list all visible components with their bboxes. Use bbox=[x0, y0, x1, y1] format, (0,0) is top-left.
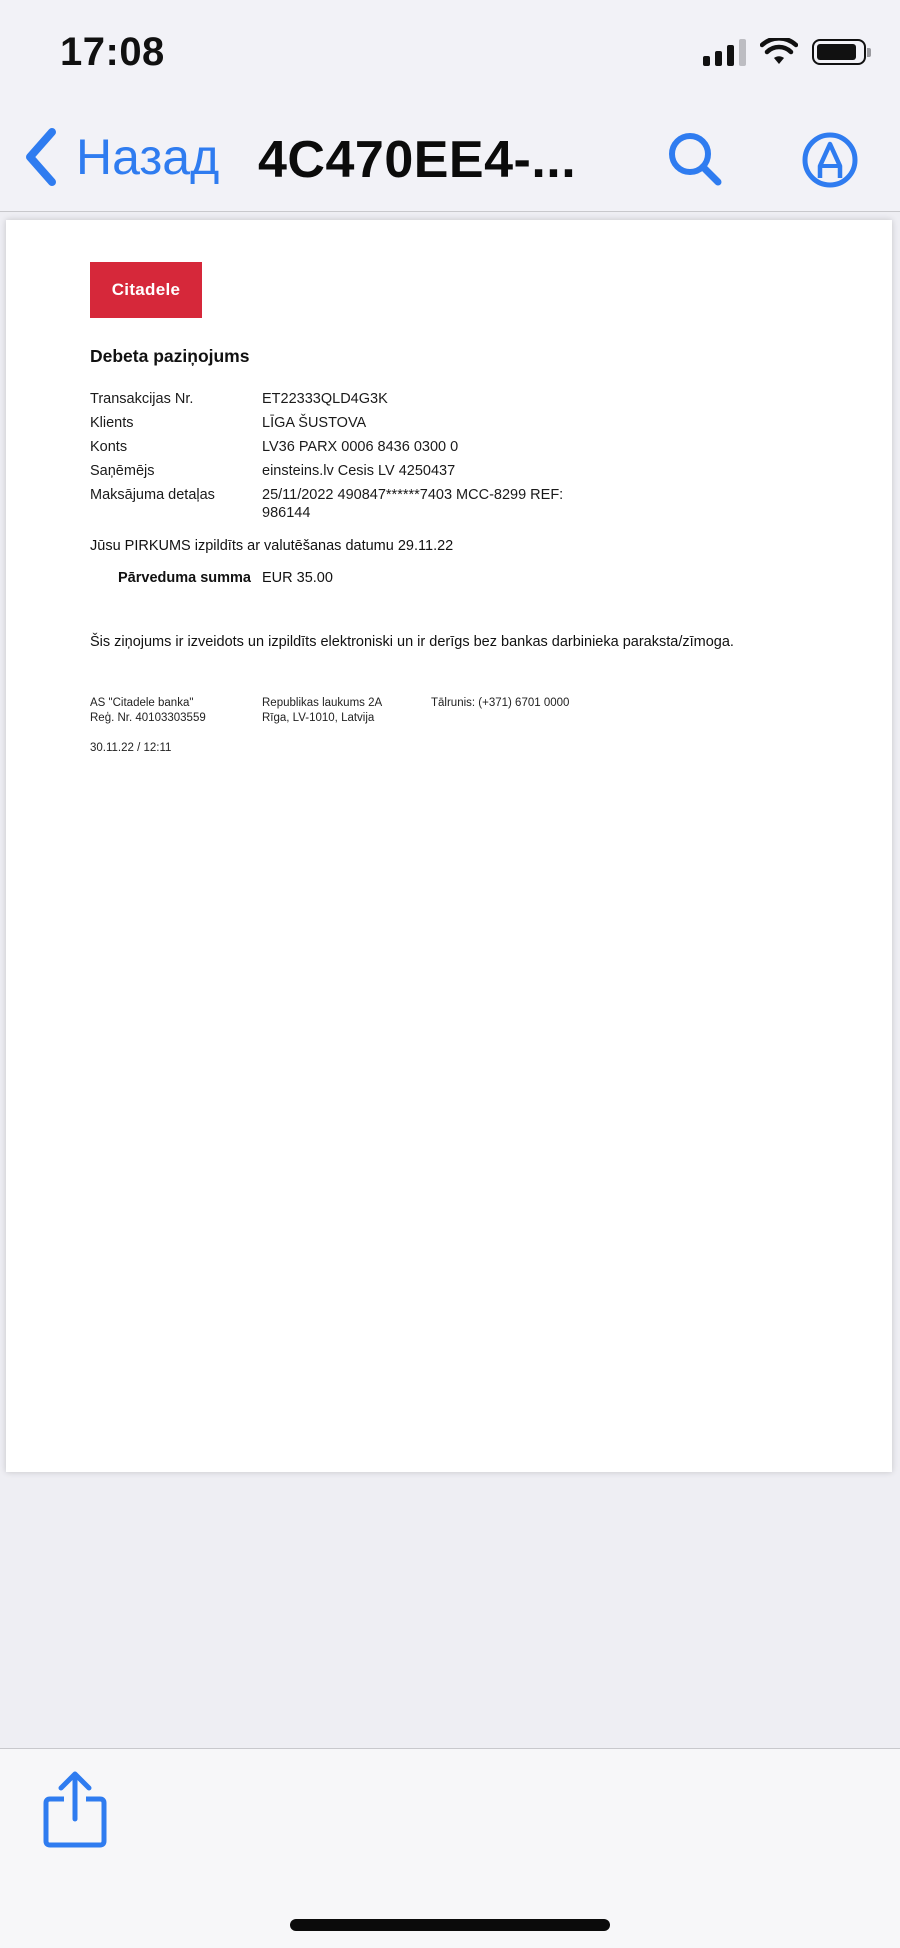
amount-value: EUR 35.00 bbox=[262, 570, 333, 586]
bank-footer bbox=[90, 696, 569, 726]
home-indicator[interactable] bbox=[290, 1919, 610, 1931]
share-icon bbox=[42, 1769, 108, 1849]
detail-row bbox=[90, 486, 650, 522]
back-button[interactable] bbox=[18, 124, 219, 190]
status-time: 17:08 bbox=[60, 30, 165, 74]
detail-row bbox=[90, 438, 650, 456]
transfer-amount bbox=[118, 570, 333, 586]
detail-label: Transakcijas Nr. bbox=[90, 391, 194, 407]
transaction-details bbox=[90, 390, 650, 528]
company-name: AS "Citadele banka" bbox=[90, 697, 194, 709]
document-title: 4C470EE4-... bbox=[258, 131, 577, 189]
detail-label: Konts bbox=[90, 439, 128, 455]
status-bar bbox=[0, 0, 900, 110]
registration-number: Reģ. Nr. 40103303559 bbox=[90, 712, 206, 724]
navigation-bar bbox=[0, 110, 900, 212]
address-line-1: Republikas laukums 2A bbox=[262, 697, 383, 709]
purchase-line: Jūsu PIRKUMS izpildīts ar valutēšanas datumu 29.11.22 bbox=[90, 538, 454, 554]
phone-number: Tālrunis: (+371) 6701 0000 bbox=[431, 697, 570, 709]
search-icon bbox=[664, 128, 728, 192]
status-icons bbox=[703, 38, 866, 66]
detail-label: Maksājuma detaļas bbox=[90, 487, 215, 503]
detail-label: Saņēmējs bbox=[90, 463, 155, 479]
markup-button[interactable] bbox=[798, 128, 862, 192]
signal-icon bbox=[703, 38, 746, 66]
search-button[interactable] bbox=[664, 128, 728, 192]
detail-row bbox=[90, 390, 650, 408]
legal-notice: Šis ziņojums ir izveidots un izpildīts elektroniski un ir derīgs bez bankas darbinieka paraksta/zīmoga. bbox=[90, 634, 734, 650]
document-timestamp: 30.11.22 / 12:11 bbox=[90, 742, 172, 754]
amount-label: Pārveduma summa bbox=[118, 570, 251, 586]
address-line-2: Rīga, LV-1010, Latvija bbox=[262, 712, 375, 724]
battery-icon bbox=[812, 39, 866, 65]
detail-value: LV36 PARX 0006 8436 0300 0 bbox=[262, 439, 459, 455]
detail-row bbox=[90, 462, 650, 480]
pdf-page bbox=[6, 220, 892, 1472]
document-heading: Debeta paziņojums bbox=[90, 346, 250, 366]
share-button[interactable] bbox=[42, 1769, 108, 1849]
detail-label: Klients bbox=[90, 415, 134, 431]
detail-value: einsteins.lv Cesis LV 4250437 bbox=[262, 463, 456, 479]
citadele-logo: Citadele bbox=[90, 262, 202, 318]
wifi-icon bbox=[760, 38, 798, 66]
detail-value: 25/11/2022 490847******7403 MCC-8299 REF: 986144 bbox=[262, 487, 564, 521]
detail-value: LĪGA ŠUSTOVA bbox=[262, 415, 367, 431]
back-label: Назад bbox=[76, 129, 220, 185]
bottom-toolbar bbox=[0, 1748, 900, 1948]
detail-row bbox=[90, 414, 650, 432]
markup-pen-icon bbox=[798, 128, 862, 192]
chevron-left-icon bbox=[18, 124, 64, 190]
pdf-viewer[interactable] bbox=[0, 212, 900, 1748]
detail-value: ET22333QLD4G3K bbox=[262, 391, 388, 407]
